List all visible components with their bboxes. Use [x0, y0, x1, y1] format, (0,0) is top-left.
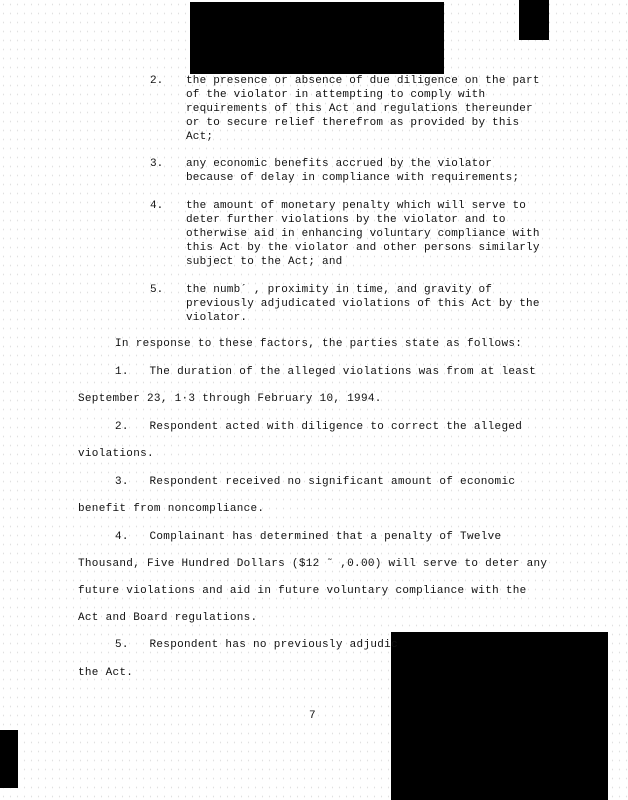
- factor-line: the numb´ , proximity in time, and gravity of: [186, 284, 493, 296]
- factor-number: 2.: [150, 75, 164, 87]
- response-line: Act and Board regulations.: [78, 612, 258, 624]
- response-line: 1. The duration of the alleged violations was from at least: [115, 366, 536, 378]
- response-intro: In response to these factors, the parties state as follows:: [115, 338, 523, 350]
- factor-line: Act;: [186, 131, 214, 143]
- response-line: the Act.: [78, 667, 134, 679]
- factor-line: any economic benefits accrued by the violator: [186, 158, 493, 170]
- factor-line: requirements of this Act and regulations thereunder: [186, 103, 533, 115]
- factor-line: of the violator in attempting to comply with: [186, 89, 486, 101]
- factor-number: 4.: [150, 200, 164, 212]
- factor-line: or to secure relief therefrom as provided by this: [186, 117, 520, 129]
- response-line: Thousand, Five Hundred Dollars ($12 ˜ ,0.00) will serve to deter any: [78, 558, 548, 570]
- redaction-block-bottom-left: [0, 730, 18, 788]
- redaction-block-top: [190, 2, 444, 74]
- factor-line: subject to the Act; and: [186, 256, 343, 268]
- response-line: September 23, 1·3 through February 10, 1994.: [78, 393, 382, 405]
- factor-line: the presence or absence of due diligence on the part: [186, 75, 540, 87]
- factor-line: deter further violations by the violator and to: [186, 214, 506, 226]
- factor-line: this Act by the violator and other persons similarly: [186, 242, 540, 254]
- redaction-block-top-right: [519, 0, 549, 40]
- response-line: 4. Complainant has determined that a penalty of Twelve: [115, 531, 502, 543]
- page-number: 7: [309, 710, 316, 722]
- factor-number: 5.: [150, 284, 164, 296]
- response-line: benefit from noncompliance.: [78, 503, 265, 515]
- response-line: 5. Respondent has no previously adjudic: [115, 639, 398, 651]
- factor-line: the amount of monetary penalty which will serve to: [186, 200, 527, 212]
- factor-line: previously adjudicated violations of this Act by the: [186, 298, 540, 310]
- response-line: violations.: [78, 448, 154, 460]
- response-line: 3. Respondent received no significant amount of economic: [115, 476, 516, 488]
- response-line: 2. Respondent acted with diligence to correct the alleged: [115, 421, 523, 433]
- factor-line: violator.: [186, 312, 248, 324]
- factor-line: otherwise aid in enhancing voluntary compliance with: [186, 228, 540, 240]
- response-line: future violations and aid in future voluntary compliance with the: [78, 585, 527, 597]
- factor-number: 3.: [150, 158, 164, 170]
- redaction-block-bottom-right: [391, 632, 608, 800]
- factor-line: because of delay in compliance with requirements;: [186, 172, 520, 184]
